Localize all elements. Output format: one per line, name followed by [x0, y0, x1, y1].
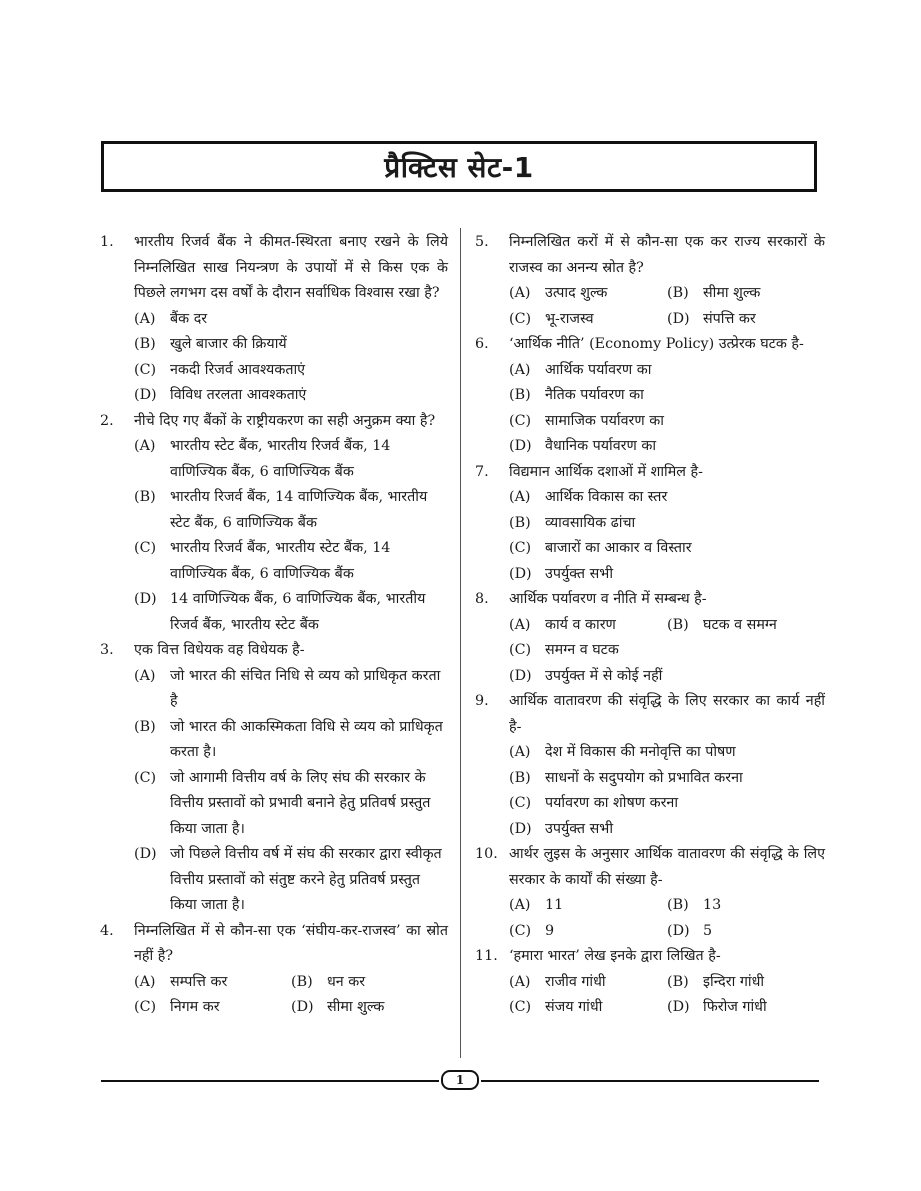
option	[100, 536, 448, 587]
question-number: 6.	[475, 336, 489, 352]
page-number-badge	[441, 1070, 479, 1090]
question-number: 1.	[100, 234, 114, 250]
question-number: 9.	[475, 693, 489, 709]
option-text: भारतीय रिजर्व बैंक, भारतीय स्टेट बैंक, 14 वाणिज्यिक बैंक, 6 वाणिज्यिक बैंक	[170, 540, 391, 582]
question-number: 2.	[100, 412, 114, 429]
option-text: वैधानिक पर्यावरण का	[545, 438, 657, 454]
option-label: (D)	[134, 846, 157, 862]
option-text: खुले बाजार की क्रियायें	[170, 336, 287, 352]
question	[475, 587, 825, 613]
option-text: संपत्ति कर	[703, 310, 756, 327]
option	[100, 715, 448, 766]
option	[475, 511, 825, 537]
option-text: कार्य व कारण	[545, 616, 616, 633]
option-label: (C)	[509, 540, 532, 556]
option	[475, 919, 667, 945]
option-label: (D)	[509, 565, 532, 582]
option-text: आर्थिक पर्यावरण का	[545, 361, 652, 378]
question	[475, 842, 825, 893]
option	[100, 766, 448, 843]
question-text: ‘आर्थिक नीति’ (Economy Policy) उत्प्रेरक घटक है-	[509, 336, 804, 352]
question-number: 3.	[100, 642, 114, 658]
option-text: विविध तरलता आवश्कताएं	[170, 387, 307, 403]
option-text: बैंक दर	[170, 310, 208, 327]
option	[475, 766, 825, 792]
question-number: 10.	[475, 846, 498, 862]
option-label: (B)	[509, 769, 531, 786]
question	[475, 460, 825, 486]
option	[100, 434, 448, 485]
option-label: (D)	[134, 591, 157, 607]
option	[475, 383, 825, 409]
option-text: समग्न व घटक	[545, 642, 619, 658]
option-row	[100, 970, 448, 996]
option	[475, 995, 667, 1021]
option	[475, 562, 825, 588]
option-row	[475, 307, 825, 333]
option-label: (B)	[667, 616, 689, 633]
option	[475, 817, 825, 843]
question-number: 7.	[475, 463, 489, 480]
option	[100, 358, 448, 384]
option	[667, 281, 825, 307]
option	[475, 409, 825, 435]
option-label: (B)	[509, 514, 531, 531]
option	[100, 307, 448, 333]
option-label: (D)	[509, 820, 532, 837]
option	[291, 970, 448, 996]
option-text: व्यावसायिक ढांचा	[545, 514, 636, 531]
question-text: विद्यमान आर्थिक दशाओं में शामिल है-	[509, 463, 703, 480]
question	[100, 919, 448, 970]
option-label: (A)	[134, 310, 156, 327]
option-label: (A)	[509, 361, 531, 378]
question-text: निम्नलिखित में से कौन-सा एक ‘संघीय-कर-राजस्व’ का स्रोत नहीं है?	[134, 922, 448, 964]
option	[475, 664, 825, 690]
question-text: आर्थिक वातावरण की संवृद्धि के लिए सरकार का कार्य नहीं है-	[509, 693, 825, 735]
option-label: (A)	[509, 616, 531, 633]
option	[475, 740, 825, 766]
option	[475, 358, 825, 384]
option-text: उत्पाद शुल्क	[545, 285, 608, 301]
option	[100, 970, 291, 996]
option-text: जो भारत की आकस्मिकता विधि से व्यय को प्राधिकृत करता है।	[170, 718, 443, 760]
question	[475, 230, 825, 281]
option-label: (A)	[509, 285, 531, 301]
option-label: (C)	[509, 795, 532, 811]
option	[100, 587, 448, 638]
footer-rule-left	[101, 1080, 439, 1082]
option-label: (C)	[134, 540, 157, 556]
option-text: आर्थिक विकास का स्तर	[545, 489, 668, 505]
option	[291, 995, 448, 1021]
option-text: फिरोज गांधी	[703, 999, 767, 1015]
question-text: नीचे दिए गए बैंकों के राष्ट्रीयकरण का सही अनुक्रम क्या है?	[134, 412, 436, 429]
option-text: भारतीय रिजर्व बैंक, 14 वाणिज्यिक बैंक, भारतीय स्टेट बैंक, 6 वाणिज्यिक बैंक	[170, 489, 428, 531]
question	[475, 944, 825, 970]
question	[475, 332, 825, 358]
option-label: (A)	[509, 973, 531, 990]
option-label: (A)	[134, 667, 156, 684]
question-text: निम्नलिखित करों में से कौन-सा एक कर राज्य सरकारों के राजस्व का अनन्य स्रोत है?	[509, 234, 825, 276]
option-label: (A)	[509, 897, 531, 913]
question	[100, 409, 448, 435]
option-text: उपर्युक्त सभी	[545, 820, 614, 837]
question-text: आर्थर लुइस के अनुसार आर्थिक वातावरण की संवृद्धि के लिए सरकार के कार्यों की संख्या है-	[509, 846, 825, 888]
option-label: (C)	[509, 922, 532, 939]
option-text: देश में विकास की मनोवृत्ति का पोषण	[545, 744, 736, 760]
question-number: 5.	[475, 234, 489, 250]
question	[475, 689, 825, 740]
option-label: (C)	[134, 769, 157, 786]
option-text: नैतिक पर्यावरण का	[545, 387, 644, 403]
question-number: 8.	[475, 591, 489, 607]
option-text: उपर्युक्त में से कोई नहीं	[545, 667, 663, 684]
question	[100, 638, 448, 664]
option-label: (B)	[667, 285, 689, 301]
option-label: (D)	[134, 387, 157, 403]
option-label: (D)	[291, 999, 314, 1015]
option	[100, 664, 448, 715]
option-text: घटक व समग्न	[703, 616, 777, 633]
option-text: जो आगामी वित्तीय वर्ष के लिए संघ की सरकार के वित्तीय प्रस्तावों को प्रभावी बनाने हेतु प्रतिवर्ष प्रस्तुत किया जाता है।	[170, 769, 431, 837]
option-label: (A)	[509, 489, 531, 505]
option-text: सामाजिक पर्यावरण का	[545, 412, 664, 429]
option-label: (C)	[134, 999, 157, 1015]
option-label: (B)	[667, 897, 689, 913]
option-label: (C)	[509, 310, 532, 327]
left-column	[100, 230, 448, 1021]
option	[667, 995, 825, 1021]
option	[100, 842, 448, 919]
option	[667, 613, 825, 639]
option-text: साधनों के सदुपयोग को प्रभावित करना	[545, 769, 743, 786]
option-label: (B)	[134, 718, 156, 735]
option-text: सम्पत्ति कर	[170, 973, 228, 990]
option-label: (B)	[291, 973, 313, 990]
option-row	[100, 995, 448, 1021]
option-label: (B)	[509, 387, 531, 403]
question-text: आर्थिक पर्यावरण व नीति में सम्बन्ध है-	[509, 591, 707, 607]
option	[475, 485, 825, 511]
option-text: संजय गांधी	[545, 999, 603, 1015]
page-number: 1	[455, 1073, 465, 1087]
option-text: बाजारों का आकार व विस्तार	[545, 540, 692, 556]
option-text: 9	[545, 922, 555, 939]
option-text: राजीव गांधी	[545, 973, 606, 990]
option	[100, 383, 448, 409]
option-label: (A)	[509, 744, 531, 760]
option	[475, 536, 825, 562]
option-text: सीमा शुल्क	[703, 285, 761, 301]
question-number: 4.	[100, 922, 114, 939]
option-row	[475, 919, 825, 945]
option-row	[475, 613, 825, 639]
footer-rule-right	[481, 1080, 819, 1082]
question-text: भारतीय रिजर्व बैंक ने कीमत-स्थिरता बनाए रखने के लिये निम्नलिखित साख नियन्त्रण के उपायों में से किस एक के पिछले लगभग दस वर्षों के दौरान सर्वाधिक विश्वास रखा है?	[134, 234, 448, 301]
option-row	[475, 970, 825, 996]
option-text: 5	[703, 922, 713, 939]
option-text: 13	[703, 897, 722, 913]
option-label: (A)	[134, 438, 156, 454]
option-label: (C)	[509, 412, 532, 429]
right-column	[475, 230, 825, 1021]
question	[100, 230, 448, 307]
option	[667, 919, 825, 945]
option	[475, 613, 667, 639]
option-text: जो पिछले वित्तीय वर्ष में संघ की सरकार द्वारा स्वीकृत वित्तीय प्रस्तावों को संतुष्ट करने हेतु प्रतिवर्ष प्रस्तुत किया जाता है।	[170, 846, 442, 913]
title-box	[101, 141, 817, 192]
option-label: (D)	[509, 667, 532, 684]
page-title: प्रैक्टिस सेट-1	[384, 150, 534, 184]
option-label: (C)	[509, 999, 532, 1015]
option-text: जो भारत की संचित निधि से व्यय को प्राधिकृत करता है	[170, 667, 441, 709]
option	[100, 332, 448, 358]
option	[475, 970, 667, 996]
option	[475, 893, 667, 919]
option-label: (B)	[134, 489, 156, 505]
option-text: उपर्युक्त सभी	[545, 565, 614, 582]
question-text: ‘हमारा भारत’ लेख इनके द्वारा लिखित है-	[509, 948, 721, 964]
option	[100, 485, 448, 536]
option-label: (C)	[134, 361, 157, 378]
option-text: नकदी रिजर्व आवश्यकताएं	[170, 361, 306, 378]
option-label: (B)	[134, 336, 156, 352]
option-label: (D)	[667, 310, 690, 327]
option	[475, 791, 825, 817]
option	[667, 970, 825, 996]
option-row	[475, 281, 825, 307]
option-text: पर्यावरण का शोषण करना	[545, 795, 679, 811]
option-label: (D)	[667, 922, 690, 939]
option-label: (D)	[667, 999, 690, 1015]
option-text: 11	[545, 897, 564, 913]
option-row	[475, 995, 825, 1021]
option	[475, 434, 825, 460]
option-text: भू-राजस्व	[545, 310, 594, 327]
option	[475, 638, 825, 664]
option-label: (A)	[134, 973, 156, 990]
option-text: इन्दिरा गांधी	[703, 973, 765, 990]
option	[475, 281, 667, 307]
option	[667, 307, 825, 333]
option-text: 14 वाणिज्यिक बैंक, 6 वाणिज्यिक बैंक, भारतीय रिजर्व बैंक, भारतीय स्टेट बैंक	[170, 591, 426, 633]
option-label: (D)	[509, 438, 532, 454]
option-row	[475, 893, 825, 919]
option-text: भारतीय स्टेट बैंक, भारतीय रिजर्व बैंक, 14 वाणिज्यिक बैंक, 6 वाणिज्यिक बैंक	[170, 438, 391, 480]
option-label: (C)	[509, 642, 532, 658]
option	[100, 995, 291, 1021]
question-number: 11.	[475, 948, 498, 964]
option-text: निगम कर	[170, 999, 220, 1015]
option	[475, 307, 667, 333]
option	[667, 893, 825, 919]
option-text: सीमा शुल्क	[327, 999, 385, 1015]
option-text: धन कर	[327, 973, 366, 990]
column-divider	[460, 228, 461, 1058]
option-label: (B)	[667, 973, 689, 990]
question-text: एक वित्त विधेयक वह विधेयक है-	[134, 642, 305, 658]
